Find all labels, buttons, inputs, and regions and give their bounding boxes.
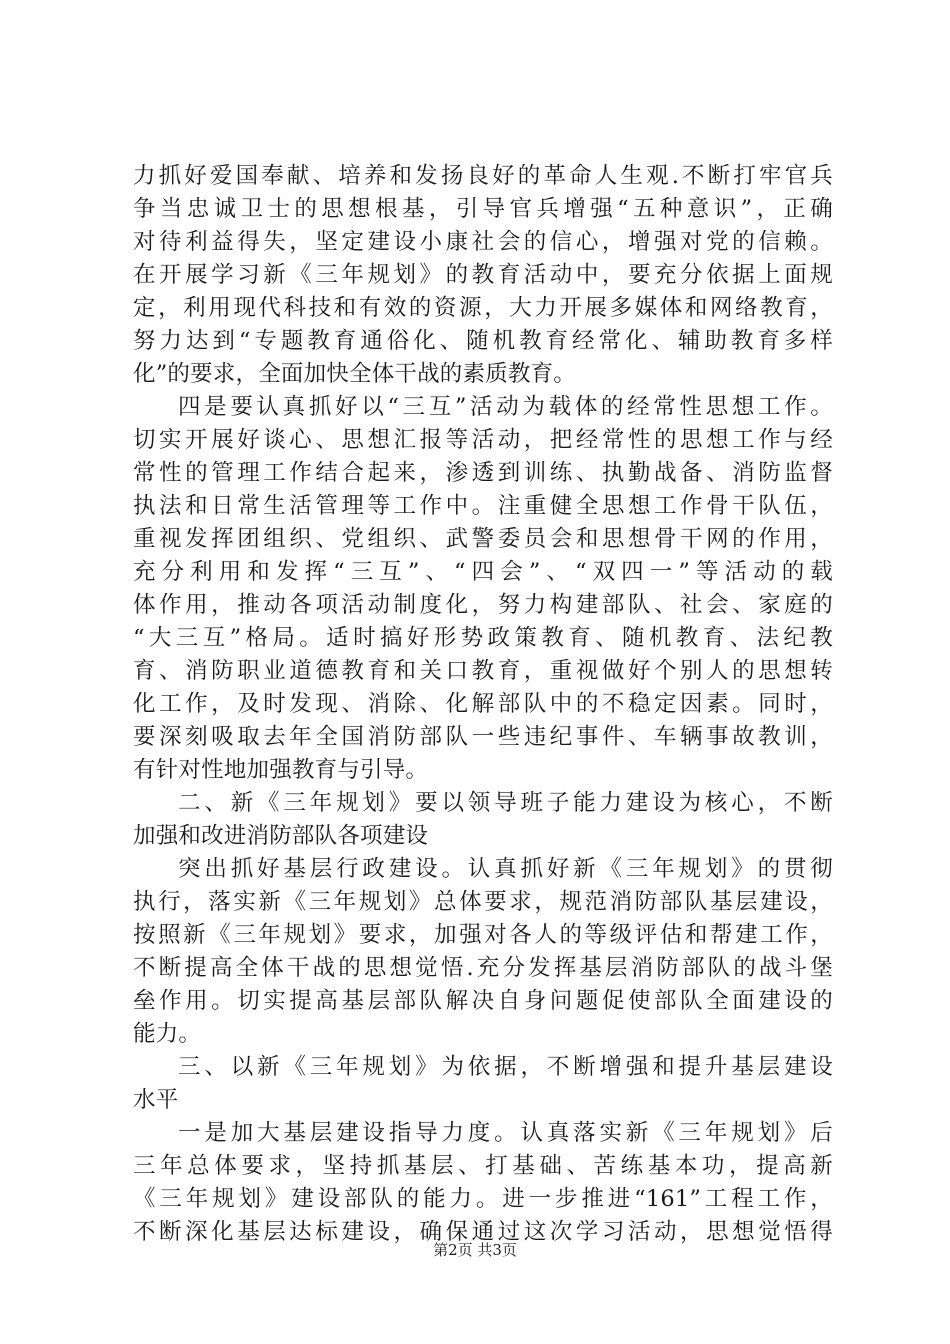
body-text-line: 定，利用现代科技和有效的资源，大力开展多媒体和网络教育，	[133, 295, 833, 321]
body-text-line: 育、消防职业道德教育和关口教育，重视做好个别人的思想转	[133, 658, 833, 684]
body-text-line: 《三年规划》建设部队的能力。进一步推进“161”工程工作，	[133, 1186, 833, 1212]
body-text-line: 对待利益得失，坚定建设小康社会的信心，增强对党的信赖。	[133, 229, 833, 255]
body-text-line: 切实开展好谈心、思想汇报等活动，把经常性的思想工作与经	[133, 427, 833, 453]
section-heading-line: 水平	[133, 1087, 179, 1113]
section-heading-line: 加强和改进消防部队各项建设	[133, 823, 429, 849]
body-text-line: 充分利用和发挥“三互”、“四会”、“双四一”等活动的载	[133, 559, 833, 585]
body-text-line: 按照新《三年规划》要求，加强对各人的等级评估和帮建工作，	[133, 922, 833, 948]
body-text-line: 执法和日常生活管理等工作中。注重健全思想工作骨干队伍，	[133, 493, 833, 519]
body-text-line: 努力达到“专题教育通俗化、随机教育经常化、辅助教育多样	[133, 328, 833, 354]
document-body	[133, 160, 833, 1249]
body-text-line: 化”的要求，全面加快全体干战的素质教育。	[133, 361, 577, 387]
body-text-line: 四是要认真抓好以“三互”活动为载体的经常性思想工作。	[178, 394, 833, 420]
body-text-line: 能力。	[133, 1021, 202, 1047]
body-text-line: 执行，落实新《三年规划》总体要求，规范消防部队基层建设，	[133, 889, 833, 915]
body-text-line: 突出抓好基层行政建设。认真抓好新《三年规划》的贯彻	[178, 856, 833, 882]
section-heading-line: 二、新《三年规划》要以领导班子能力建设为核心，不断	[178, 790, 833, 816]
body-text-line: 三年总体要求，坚持抓基层、打基础、苦练基本功，提高新	[133, 1153, 833, 1179]
body-text-line: 垒作用。切实提高基层部队解决自身问题促使部队全面建设的	[133, 988, 833, 1014]
body-text-line: 常性的管理工作结合起来，渗透到训练、执勤战备、消防监督	[133, 460, 833, 486]
body-text-line: 争当忠诚卫士的思想根基，引导官兵增强“五种意识”，正确	[133, 196, 833, 222]
body-text-line: 体作用，推动各项活动制度化，努力构建部队、社会、家庭的	[133, 592, 833, 618]
body-text-line: “大三互”格局。适时搞好形势政策教育、随机教育、法纪教	[133, 625, 833, 651]
body-text-line: 不断提高全体干战的思想觉悟.充分发挥基层消防部队的战斗堡	[133, 955, 833, 981]
body-text-line: 化工作，及时发现、消除、化解部队中的不稳定因素。同时，	[133, 691, 833, 717]
body-text-line: 要深刻吸取去年全国消防部队一些违纪事件、车辆事故教训，	[133, 724, 833, 750]
body-text-line: 力抓好爱国奉献、培养和发扬良好的革命人生观.不断打牢官兵	[133, 163, 833, 189]
body-text-line: 重视发挥团组织、党组织、武警委员会和思想骨干网的作用，	[133, 526, 833, 552]
page-number-footer: 第2页 共3页	[433, 1241, 517, 1259]
body-text-line: 有针对性地加强教育与引导。	[133, 757, 429, 783]
body-text-line: 在开展学习新《三年规划》的教育活动中，要充分依据上面规	[133, 262, 833, 288]
body-text-line: 一是加大基层建设指导力度。认真落实新《三年规划》后	[178, 1120, 833, 1146]
body-text-line: 不断深化基层达标建设，确保通过这次学习活动，思想觉悟得	[133, 1219, 833, 1245]
section-heading-line: 三、以新《三年规划》为依据，不断增强和提升基层建设	[178, 1054, 833, 1080]
